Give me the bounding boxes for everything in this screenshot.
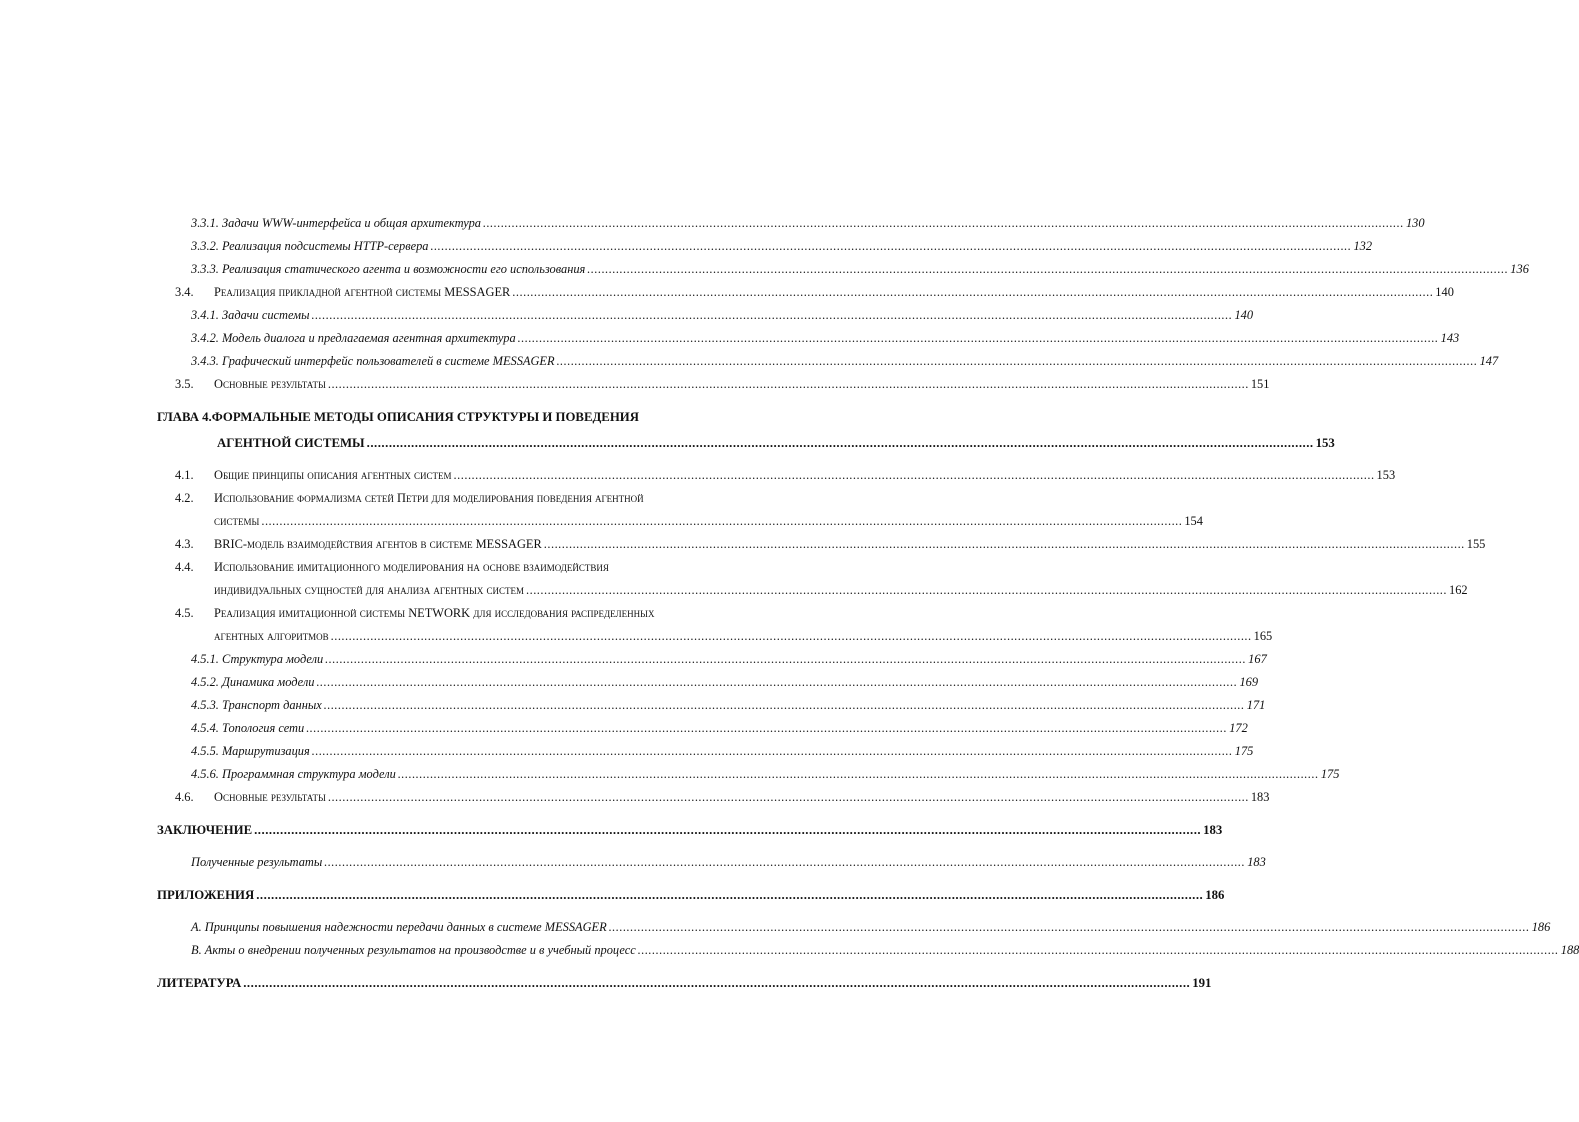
conclusion-title: ЗАКЛЮЧЕНИЕ [157, 823, 253, 837]
entry-title: Использование имитационного моделирования на основе взаимодействия [214, 560, 609, 574]
toc-entry-4-5[interactable] [157, 602, 738, 625]
toc-entry-4-3[interactable] [157, 533, 1486, 556]
entry-page: 183 [1247, 855, 1266, 869]
entry-title: Динамика модели [222, 675, 315, 689]
leader-dots [324, 694, 1245, 717]
leader-dots [512, 281, 1433, 304]
appendices-page: 186 [1205, 888, 1225, 902]
entry-page: 151 [1250, 377, 1270, 391]
entry-number: 4.5.3. [191, 698, 219, 712]
toc-entry-4-5-1[interactable] [157, 648, 1267, 671]
entry-number: 4.3. [175, 537, 194, 551]
entry-title: Использование формализма сетей Петри для моделирования поведения агентной [214, 491, 644, 505]
literature-heading[interactable] [157, 970, 1212, 996]
toc-entry-4-1[interactable] [157, 464, 1396, 487]
entry-page: 153 [1376, 468, 1396, 482]
entry-page: 172 [1229, 721, 1248, 735]
entry-number: 4.5.4. [191, 721, 219, 735]
entry-title: Реализация статического агента и возможности его использования [222, 262, 586, 276]
entry-title-cont: индивидуальных сущностей для анализа агентных систем [214, 583, 524, 597]
toc-entry-4-6[interactable] [157, 786, 1270, 809]
entry-title: Задачи системы [222, 308, 310, 322]
entry-number: 3.4.1. [191, 308, 219, 322]
entry-number: 4.5. [175, 606, 194, 620]
leader-dots [311, 304, 1232, 327]
leader-dots [518, 327, 1439, 350]
entry-page: 147 [1479, 354, 1499, 368]
entry-title: Транспорт данных [222, 698, 322, 712]
entry-page: 162 [1449, 583, 1468, 597]
entry-page: 175 [1234, 744, 1254, 758]
toc-entry-appendix-a[interactable] [157, 916, 1551, 939]
entry-number: 4.5.1. [191, 652, 219, 666]
entry-page: 136 [1510, 262, 1529, 276]
entry-page: 167 [1248, 652, 1267, 666]
toc-entry-4-5-cont[interactable] [157, 625, 1273, 648]
entry-title: Структура модели [222, 652, 324, 666]
toc-entry-4-5-3[interactable] [157, 694, 1266, 717]
conclusion-heading[interactable] [157, 817, 1223, 843]
toc-entry-4-5-5[interactable] [157, 740, 1254, 763]
entry-title: В. Акты о внедрении полученных результатов на производстве и в учебный процесс [191, 943, 636, 957]
entry-title: Графический интерфейс пользователей в системе MESSAGER [222, 354, 555, 368]
leader-dots [483, 212, 1404, 235]
entry-title: Задачи WWW-интерфейса и общая архитектура [222, 216, 481, 230]
entry-page: 130 [1405, 216, 1425, 230]
entry-page: 155 [1466, 537, 1486, 551]
table-of-contents [157, 212, 1579, 996]
entry-title: Реализация имитационной системы NETWORK для исследования распределенных [214, 606, 655, 620]
entry-page: 175 [1320, 767, 1340, 781]
leader-dots [587, 258, 1508, 281]
leader-dots [254, 817, 1201, 843]
leader-dots [324, 851, 1245, 874]
chapter-4-heading-cont[interactable] [157, 430, 1335, 456]
toc-entry-4-5-4[interactable] [157, 717, 1248, 740]
entry-title: А. Принципы повышения надежности передачи данных в системе MESSAGER [191, 920, 607, 934]
entry-page: 171 [1246, 698, 1266, 712]
entry-title: BRIC-модель взаимодействия агентов в системе MESSAGER [214, 537, 542, 551]
entry-page: 188 [1560, 943, 1579, 957]
entry-number: 3.3.3. [191, 262, 219, 276]
entry-number: 4.5.6. [191, 767, 219, 781]
entry-number: 4.6. [175, 790, 194, 804]
toc-entry-4-4[interactable] [157, 556, 738, 579]
entry-number: 4.5.2. [191, 675, 219, 689]
leader-dots [256, 882, 1203, 908]
chapter-title-line2: АГЕНТНОЙ СИСТЕМЫ [217, 436, 365, 450]
leader-dots [638, 939, 1559, 962]
leader-dots [325, 648, 1246, 671]
entry-title: Программная структура модели [222, 767, 396, 781]
entry-number: 3.3.2. [191, 239, 219, 253]
entry-title: Полученные результаты [191, 855, 323, 869]
entry-page: 143 [1440, 331, 1460, 345]
toc-entry-4-2-cont[interactable] [157, 510, 1203, 533]
leader-dots [312, 740, 1233, 763]
leader-dots [430, 235, 1351, 258]
entry-title: Общие принципы описания агентных систем [214, 468, 452, 482]
literature-page: 191 [1192, 976, 1212, 990]
leader-dots [243, 970, 1190, 996]
leader-dots [544, 533, 1465, 556]
entry-title-cont: агентных алгоритмов [214, 629, 329, 643]
leader-dots [454, 464, 1375, 487]
chapter-page: 153 [1315, 436, 1335, 450]
entry-number: 4.2. [175, 491, 194, 505]
entry-page: 183 [1250, 790, 1270, 804]
chapter-4-heading[interactable] [157, 396, 738, 430]
leader-dots [331, 625, 1252, 648]
entry-title: Маршрутизация [222, 744, 310, 758]
toc-entry-3-4-3[interactable] [157, 350, 1499, 373]
entry-page: 132 [1353, 239, 1373, 253]
toc-entry-3-3-3[interactable] [157, 258, 1529, 281]
toc-entry-3-4-1[interactable] [157, 304, 1254, 327]
entry-page: 169 [1239, 675, 1259, 689]
toc-entry-4-5-2[interactable] [157, 671, 1259, 694]
entry-title: Основные результаты [214, 377, 326, 391]
leader-dots [557, 350, 1478, 373]
entry-number: 3.4.2. [191, 331, 219, 345]
entry-title: Модель диалога и предлагаемая агентная архитектура [222, 331, 516, 345]
entry-number: 3.4.3. [191, 354, 219, 368]
toc-entry-appendix-b[interactable] [157, 939, 1579, 962]
entry-page: 140 [1234, 308, 1254, 322]
appendices-title: ПРИЛОЖЕНИЯ [157, 888, 255, 902]
toc-entry-3-4-2[interactable] [157, 327, 1460, 350]
toc-entry-3-3-2[interactable] [157, 235, 1373, 258]
leader-dots [398, 763, 1319, 786]
leader-dots [261, 510, 1182, 533]
entry-number: 4.4. [175, 560, 194, 574]
entry-title-cont: системы [214, 514, 260, 528]
chapter-title-line1: ГЛАВА 4.ФОРМАЛЬНЫЕ МЕТОДЫ ОПИСАНИЯ СТРУКТУРЫ И ПОВЕДЕНИЯ [157, 410, 639, 424]
entry-page: 186 [1531, 920, 1551, 934]
entry-title: Реализация подсистемы HTTP-сервера [222, 239, 429, 253]
toc-entry-4-5-6[interactable] [157, 763, 1340, 786]
appendices-heading[interactable] [157, 882, 1225, 908]
leader-dots [328, 786, 1249, 809]
leader-dots [526, 579, 1447, 602]
entry-page: 165 [1253, 629, 1273, 643]
leader-dots [306, 717, 1227, 740]
entry-number: 4.5.5. [191, 744, 219, 758]
toc-entry-3-4[interactable] [157, 281, 1454, 304]
leader-dots [316, 671, 1237, 694]
entry-number: 3.5. [175, 377, 194, 391]
leader-dots [609, 916, 1530, 939]
toc-entry-3-5[interactable] [157, 373, 1270, 396]
entry-number: 3.4. [175, 285, 194, 299]
entry-number: 4.1. [175, 468, 194, 482]
leader-dots [367, 430, 1314, 456]
conclusion-page: 183 [1203, 823, 1223, 837]
entry-page: 140 [1435, 285, 1454, 299]
entry-title: Реализация прикладной агентной системы MESSAGER [214, 285, 511, 299]
leader-dots [328, 373, 1249, 396]
toc-entry-4-2[interactable] [157, 487, 738, 510]
toc-entry-3-3-1[interactable] [157, 212, 1425, 235]
entry-page: 154 [1184, 514, 1203, 528]
entry-title: Основные результаты [214, 790, 326, 804]
toc-entry-4-4-cont[interactable] [157, 579, 1468, 602]
literature-title: ЛИТЕРАТУРА [157, 976, 242, 990]
toc-entry-results[interactable] [157, 851, 1266, 874]
entry-title: Топология сети [222, 721, 305, 735]
entry-number: 3.3.1. [191, 216, 219, 230]
